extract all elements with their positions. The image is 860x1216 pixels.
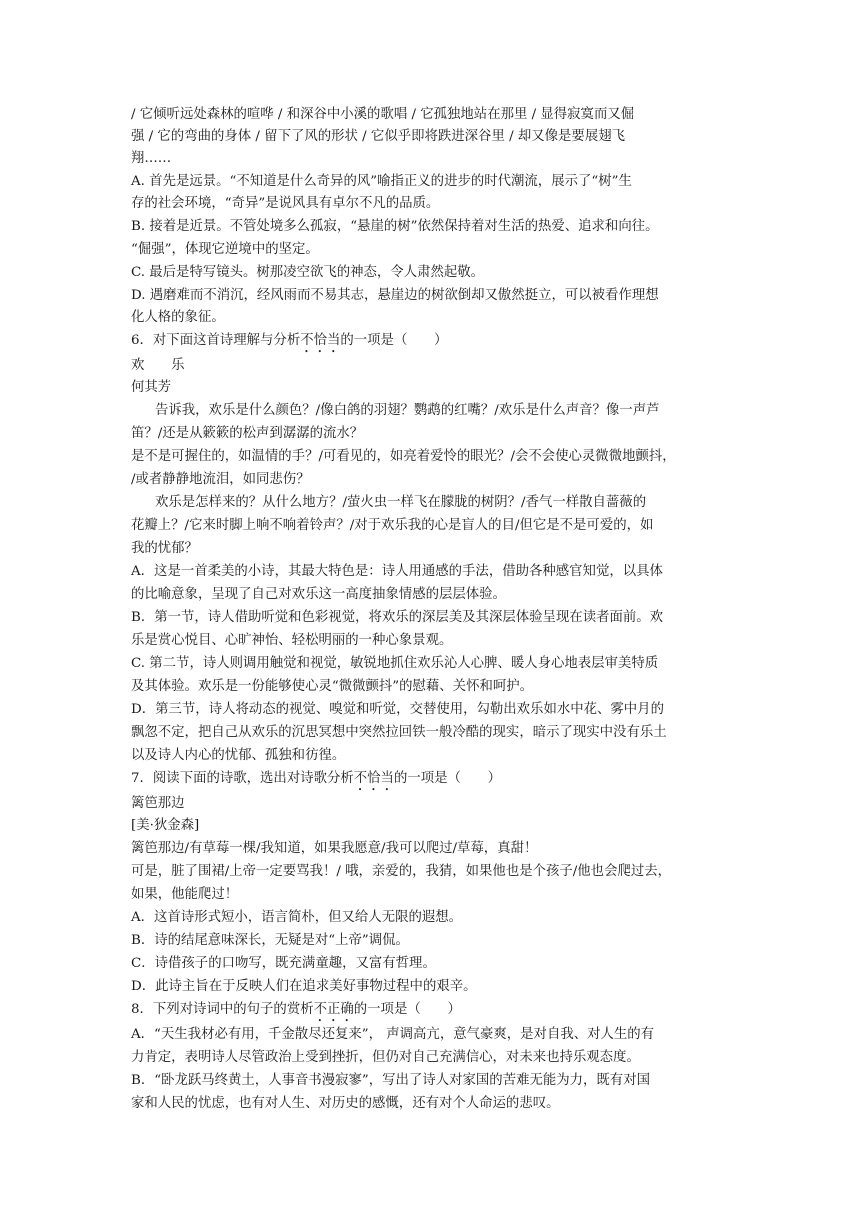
- q7-option-line: C．诗借孩子的口吻写，既充满童趣，又富有哲理。: [131, 956, 436, 971]
- q7-poem-line: 如果，他能爬过！: [131, 887, 239, 902]
- q5-option-line: D. 遇磨难而不消沉，经风雨而不易其志，悬崖边的树欲倒却又傲然挺立，可以被看作理想: [131, 288, 659, 303]
- q6-option-line: 飘忽不定，把自己从欢乐的沉思冥想中突然拉回铁一般冷酷的现实，暗示了现实中没有乐土: [131, 725, 667, 740]
- q6-poem-line: 笛？/还是从簌簌的松声到潺潺的流水？: [131, 426, 364, 441]
- q7-option-line: A．这首诗形式短小，语言简朴，但又给人无限的遐想。: [131, 910, 463, 925]
- q8-stem-post: 的一项是（ ）: [353, 1002, 461, 1017]
- q8-stem-emphasis: 不正确: [313, 1002, 354, 1017]
- q7-stem-post: 的一项是（ ）: [393, 771, 502, 786]
- q6-option-line: 及其体验。欢乐是一份能够使心灵“微微颤抖”的慰藉、关怀和呵护。: [131, 679, 534, 694]
- q6-stem-emphasis: 不恰当: [300, 333, 341, 348]
- q7-stem-emphasis: 不恰当: [353, 771, 394, 786]
- q6-poem-line: 我的忧郁？: [131, 541, 198, 556]
- q8-stem: [131, 999, 461, 1021]
- q6-option-line: 以及诗人内心的忧郁、孤独和彷徨。: [131, 748, 346, 763]
- q8-option-line: B．“卧龙跃马终黄土，人事音书漫寂寥”，写出了诗人对家国的苦难无能为力，既有对国: [131, 1073, 650, 1088]
- q5-option-line: 化人格的象征。: [131, 310, 225, 325]
- q6-option-line: A．这是一首柔美的小诗，其最大特色是：诗人用通感的手法，借助各种感官知觉，以具体: [131, 564, 663, 579]
- q5-option-line: C. 最后是特写镜头。树那凌空欲飞的神态，令人肃然起敬。: [131, 265, 485, 280]
- q5-poem-line: 翔……: [131, 151, 172, 166]
- q7-stem-pre: 7．阅读下面的诗歌，选出对诗歌分析: [131, 771, 354, 786]
- q5-option-line: “倔强”，体现它逆境中的坚定。: [131, 242, 319, 257]
- q6-poem-title: 欢 乐: [131, 358, 185, 373]
- q6-poem-line: 告诉我，欢乐是什么颜色？/像白鸽的羽翅？鹦鹉的红嘴？/欢乐是什么声音？像一声芦: [155, 403, 660, 418]
- q6-option-line: C. 第二节，诗人则调用触觉和视觉，敏锐地抓住欢乐沁人心脾、暖人身心地表层审美特质: [131, 656, 659, 671]
- q5-option-line: B. 接着是近景。不管处境多么孤寂，“悬崖的树”依然保持着对生活的热爱、追求和向往。: [131, 219, 659, 234]
- q6-stem-post: 的一项是（ ）: [340, 333, 448, 348]
- q6-poem-author: 何其芳: [131, 380, 172, 395]
- q5-option-line: 存的社会环境，“奇异”是说风具有卓尔不凡的品质。: [131, 196, 440, 211]
- q6-option-line: 乐是赏心悦目、心旷神怡、轻松明丽的一种心象景观。: [131, 633, 453, 648]
- q7-poem-line: 可是，脏了围裙/上帝一定要骂我！/ 哦，亲爱的，我猜，如果他也是个孩子/他也会爬过去，: [131, 864, 672, 879]
- q6-poem-line: /或者静静地流泪，如同悲伤？: [131, 472, 310, 487]
- q6-option-line: D．第三节，诗人将动态的视觉、嗅觉和听觉，交替使用，勾勒出欢乐如水中花、雾中月的: [131, 702, 664, 717]
- q6-poem-line: 欢乐是怎样来的？从什么地方？/萤火虫一样飞在朦胧的树阴？/香气一样散自蔷薇的: [155, 495, 647, 510]
- q6-option-line: 的比喻意象，呈现了自己对欢乐这一高度抽象情感的层层体验。: [131, 587, 506, 602]
- q6-stem: [131, 330, 448, 352]
- q8-option-line: 力肯定，表明诗人尽管政治上受到挫折，但仍对自己充满信心，对未来也持乐观态度。: [131, 1050, 640, 1065]
- q7-poem-title: 篱笆那边: [131, 796, 185, 811]
- q8-stem-pre: 8．下列对诗词中的句子的赏析: [131, 1002, 314, 1017]
- q6-poem-line: 花瓣上？/它来时脚上响不响着铃声？/对于欢乐我的心是盲人的目/但它是不是可爱的，如: [131, 518, 654, 533]
- q8-option-line: A．“天生我材必有用，千金散尽还复来”， 声调高亢，意气豪爽，是对自我、对人生的有: [131, 1027, 655, 1042]
- q7-option-line: B．诗的结尾意味深长，无疑是对“上帝”调侃。: [131, 933, 409, 948]
- q7-option-line: D．此诗主旨在于反映人们在追求美好事物过程中的艰辛。: [131, 979, 477, 994]
- q7-poem-author: [美·狄金森]: [131, 818, 200, 833]
- q6-poem-line: 是不是可握住的，如温情的手？/可看见的，如亮着爱怜的眼光？/会不会使心灵微微地颤抖，: [131, 449, 676, 464]
- q6-stem-pre: 6．对下面这首诗理解与分析: [131, 333, 301, 348]
- q5-poem-line: / 它倾听远处森林的喧哗 / 和深谷中小溪的歌唱 / 它孤独地站在那里 / 显得寂寞而又倔: [131, 107, 635, 122]
- q7-stem: [131, 768, 501, 790]
- q5-option-line: A. 首先是远景。“不知道是什么奇异的风”喻指正义的进步的时代潮流，展示了“树”生: [131, 174, 632, 189]
- q8-option-line: 家和人民的忧虑，也有对人生、对历史的感慨，还有对个人命运的悲叹。: [131, 1096, 560, 1111]
- q5-poem-line: 强 / 它的弯曲的身体 / 留下了风的形状 / 它似乎即将跌进深谷里 / 却又像是要展翅飞: [131, 129, 625, 144]
- q7-poem-line: 篱笆那边/有草莓一棵/我知道，如果我愿意/我可以爬过/草莓，真甜！: [131, 841, 538, 856]
- q6-option-line: B．第一节，诗人借助听觉和色彩视觉，将欢乐的深层美及其深层体验呈现在读者面前。欢: [131, 610, 664, 625]
